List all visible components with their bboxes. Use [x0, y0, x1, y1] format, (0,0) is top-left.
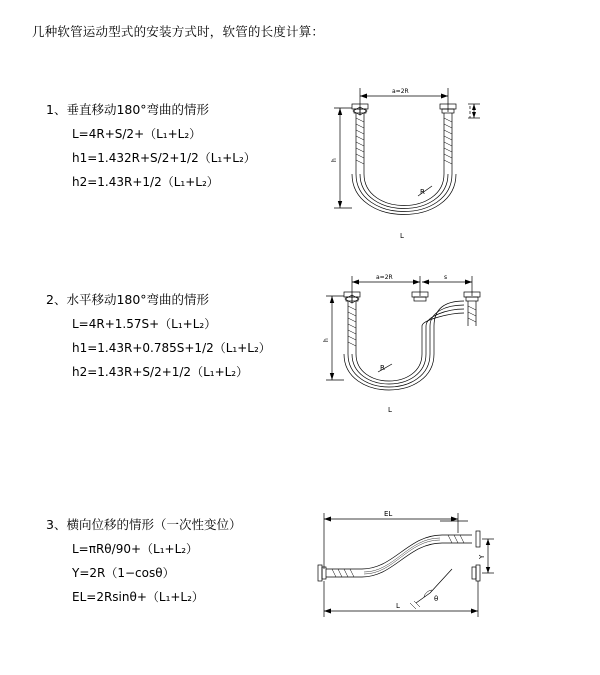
svg-text:a=2R: a=2R: [376, 274, 393, 281]
svg-text:L: L: [400, 232, 404, 240]
section-2-formula-3: h2=1.43R+S/2+1/2（L₁+L₂）: [72, 364, 249, 379]
svg-text:EL: EL: [384, 510, 393, 518]
section-3-title: 3、横向位移的情形（一次性变位）: [46, 517, 242, 532]
section-1-formula-2: h1=1.432R+S/2+1/2（L₁+L₂）: [72, 150, 256, 165]
vertical-180-bend-diagram: [300, 78, 500, 272]
section-3-formula-2: Y=2R（1−cosθ）: [72, 565, 175, 580]
svg-text:L: L: [396, 602, 400, 610]
section-2-formula-1: L=4R+1.57S+（L₁+L₂）: [72, 317, 217, 331]
svg-text:R: R: [420, 188, 425, 196]
svg-text:R: R: [380, 364, 385, 372]
section-3-text: [46, 515, 306, 614]
lateral-offset-diagram: [290, 507, 510, 641]
section-2-text: [46, 290, 306, 389]
section-2-title: 2、水平移动180°弯曲的情形: [46, 292, 210, 307]
svg-text:L: L: [388, 406, 392, 414]
svg-text:s: s: [444, 274, 448, 281]
section-2-formula-2: h1=1.43R+0.785S+1/2（L₁+L₂）: [72, 340, 271, 355]
intro-text: 几种软管运动型式的安装方式时，软管的长度计算：: [32, 24, 325, 39]
section-1-formula-3: h2=1.43R+1/2（L₁+L₂）: [72, 174, 219, 189]
section-3-formula-3: EL=2Rsinθ+（L₁+L₂）: [72, 589, 204, 604]
section-3-formula-1: L=πRθ/90+（L₁+L₂）: [72, 542, 199, 556]
svg-text:h: h: [323, 338, 330, 342]
section-1-title: 1、垂直移动180°弯曲的情形: [46, 102, 210, 117]
section-1-text: [46, 100, 306, 199]
svg-text:a=2R: a=2R: [392, 88, 409, 95]
svg-text:h: h: [331, 158, 338, 162]
horizontal-180-bend-diagram: [300, 268, 510, 432]
svg-text:Y: Y: [478, 554, 486, 559]
svg-text:θ: θ: [434, 595, 439, 603]
section-1-formula-1: L=4R+S/2+（L₁+L₂）: [72, 127, 202, 141]
